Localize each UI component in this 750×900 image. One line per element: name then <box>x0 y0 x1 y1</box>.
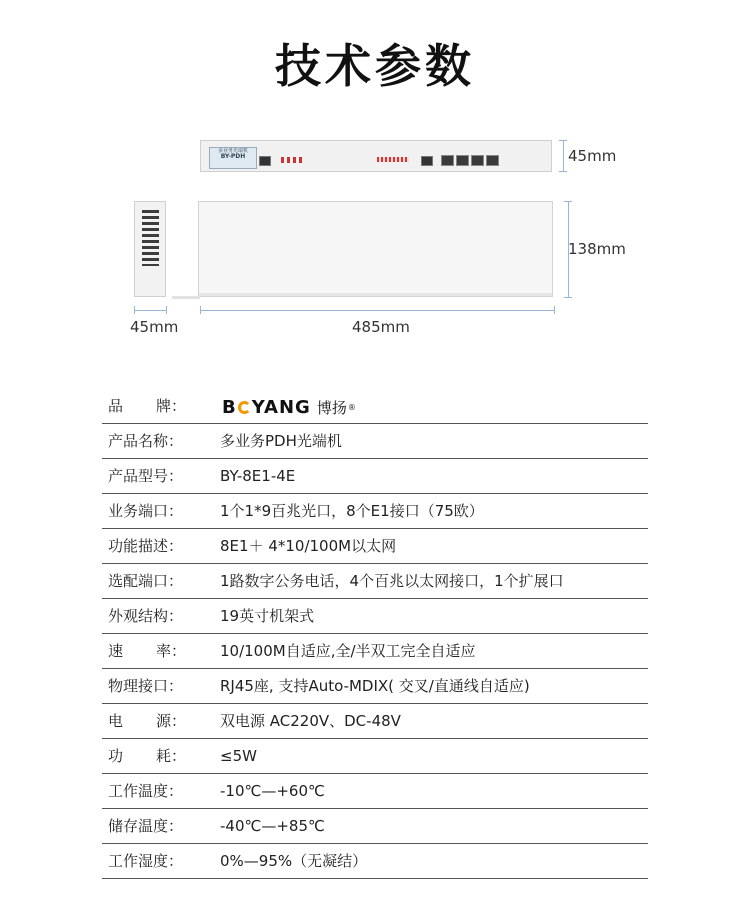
registered-mark: ® <box>347 402 356 412</box>
spec-row <box>102 704 648 739</box>
dim-side-width: 45mm <box>130 318 179 336</box>
dim-tick <box>564 201 572 202</box>
spec-label: 品 牌： <box>108 397 186 415</box>
ethernet-port-icon <box>486 155 499 166</box>
spec-value: 1个1*9百兆光口，8个E1接口（75欧） <box>220 502 484 520</box>
brand-o-icon <box>238 401 251 414</box>
dim-tick <box>559 140 567 141</box>
spec-value: 0%—95%（无凝结） <box>220 852 368 870</box>
device-front-panel <box>200 140 552 172</box>
dim-tick <box>134 306 135 314</box>
page-title: 技术参数 <box>275 39 475 93</box>
led-indicator-icon <box>299 157 302 163</box>
spec-row <box>102 564 648 599</box>
spec-label: 功能描述： <box>108 537 184 555</box>
spec-row <box>102 599 648 634</box>
dim-tick <box>564 297 572 298</box>
spec-label: 物理接口： <box>108 677 184 695</box>
vent-icon <box>142 210 159 266</box>
dim-tick <box>554 306 555 314</box>
device-side-view <box>134 201 166 297</box>
dim-tick <box>200 306 201 314</box>
spec-value: 8E1＋ 4*10/100M以太网 <box>220 537 397 555</box>
dim-line <box>200 310 555 311</box>
spec-row <box>102 459 648 494</box>
dim-tick <box>559 171 567 172</box>
ethernet-port-icon <box>441 155 454 166</box>
dim-body-height: 138mm <box>568 240 626 258</box>
spec-row <box>102 739 648 774</box>
spec-row <box>102 494 648 529</box>
led-indicator-icon <box>287 157 290 163</box>
spec-value: 双电源 AC220V、DC-48V <box>220 712 401 730</box>
led-indicator-icon <box>293 157 296 163</box>
spec-row <box>102 529 648 564</box>
spec-label: 速 率： <box>108 642 186 660</box>
spec-row <box>102 669 648 704</box>
spec-row <box>102 634 648 669</box>
rack-ear <box>172 296 200 299</box>
front-panel-label <box>209 147 257 169</box>
spec-label: 工作温度： <box>108 782 184 800</box>
spec-label: 产品名称： <box>108 432 184 450</box>
spec-label: 选配端口： <box>108 572 184 590</box>
spec-row <box>102 774 648 809</box>
spec-label: 业务端口： <box>108 502 184 520</box>
dim-front-height: 45mm <box>568 147 617 165</box>
brand-logo-en <box>222 397 311 418</box>
spec-table <box>102 389 648 879</box>
spec-value: BY-8E1-4E <box>220 467 296 485</box>
dim-body-width: 485mm <box>352 318 410 336</box>
rj45-port-icon <box>421 156 433 166</box>
spec-value: 19英寸机架式 <box>220 607 315 625</box>
led-indicator-icon <box>281 157 284 163</box>
spec-value: -10℃—+60℃ <box>220 782 325 800</box>
spec-value: RJ45座, 支持Auto-MDIX( 交叉/直通线自适应) <box>220 677 530 695</box>
spec-value: ≤5W <box>220 747 257 765</box>
spec-value: 1路数字公务电话，4个百兆以太网接口，1个扩展口 <box>220 572 564 590</box>
ethernet-port-icon <box>456 155 469 166</box>
brand-logo-cn: 博扬 <box>316 398 347 417</box>
brand-logo-letter: B <box>222 396 237 418</box>
dim-line <box>563 140 564 172</box>
spec-value: 多业务PDH光端机 <box>220 432 342 450</box>
ethernet-port-icon <box>471 155 484 166</box>
spec-row-brand <box>102 389 648 424</box>
spec-label: 外观结构： <box>108 607 184 625</box>
device-top-view <box>198 201 553 297</box>
spec-value: 10/100M自适应,全/半双工完全自适应 <box>220 642 476 660</box>
dim-line <box>134 310 166 311</box>
spec-row <box>102 809 648 844</box>
spec-label: 功 耗： <box>108 747 186 765</box>
rj45-port-icon <box>259 156 271 166</box>
spec-label: 产品型号： <box>108 467 184 485</box>
spec-label: 电 源： <box>108 712 186 730</box>
front-label-line2: BY-PDH <box>220 153 246 160</box>
spec-label: 储存温度： <box>108 817 184 835</box>
brand-logo-letters: YANG <box>251 396 311 418</box>
spec-value: -40℃—+85℃ <box>220 817 325 835</box>
spec-row <box>102 844 648 879</box>
dip-switch-icon <box>377 157 409 162</box>
brand-logo <box>222 395 356 419</box>
dim-tick <box>166 306 167 314</box>
front-label-line1: 多业务光端机 <box>217 148 248 154</box>
spec-row <box>102 424 648 459</box>
spec-label: 工作湿度： <box>108 852 184 870</box>
